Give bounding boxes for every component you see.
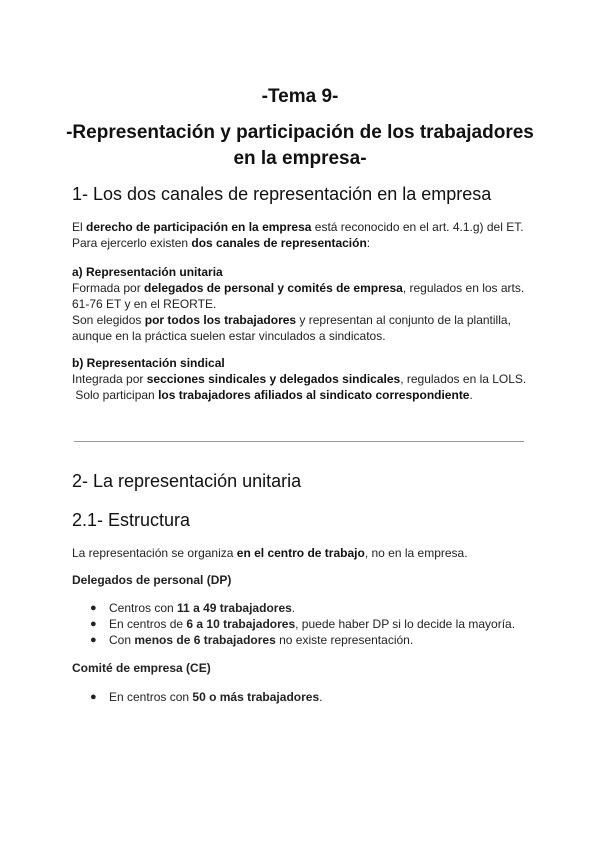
ce-list — [72, 689, 542, 705]
structure-text-2: , no en la empresa. — [364, 546, 468, 560]
bullet-icon: ● — [90, 618, 97, 630]
item-text-1: En centros de — [109, 617, 187, 631]
list-item — [72, 616, 542, 632]
bullet-icon: ● — [90, 691, 97, 703]
list-item — [72, 689, 542, 705]
unitaria-heading: a) Representación unitaria — [72, 265, 223, 279]
item-text-1: Centros con — [109, 601, 178, 615]
structure-bold: en el centro de trabajo — [236, 546, 365, 560]
unitaria-l1-bold: delegados de personal y comités de empresa — [144, 281, 403, 295]
topic-number: -Tema 9- — [261, 86, 339, 107]
sindical-l2-text-1: Solo participan — [72, 388, 159, 402]
title-line-1: -Representación y participación de los trabajadores — [66, 122, 534, 143]
item-bold: menos de 6 trabajadores — [134, 633, 276, 647]
dp-heading: Delegados de personal (DP) — [72, 573, 232, 587]
item-bold: 50 o más trabajadores — [192, 690, 320, 704]
unitaria-line-2 — [72, 312, 532, 344]
unitaria-l2-bold: por todos los trabajadores — [144, 313, 297, 327]
structure-intro — [72, 545, 532, 561]
unitaria-block — [72, 264, 532, 344]
unitaria-l2-text-1: Son elegidos — [72, 313, 145, 327]
section-1-intro — [72, 219, 532, 251]
section-1-heading: 1- Los dos canales de representación en la empresa — [72, 184, 492, 204]
intro-text-2: está reconocido en el art. 4.1.g) del ET. Para ejercerlo existen — [72, 220, 524, 250]
subsection-2-1-heading: 2.1- Estructura — [72, 510, 191, 530]
intro-bold-2: dos canales de representación — [191, 236, 367, 250]
sindical-l1-text-1: Integrada por — [72, 372, 147, 386]
dp-list — [72, 600, 542, 648]
list-item — [72, 600, 542, 616]
item-text-2: , puede haber DP si lo decide la mayoría. — [295, 617, 516, 631]
sindical-line-2 — [72, 387, 532, 403]
sindical-l1-bold: secciones sindicales y delegados sindicales — [146, 372, 401, 386]
ce-heading: Comité de empresa (CE) — [72, 661, 211, 675]
sindical-l2-bold: los trabajadores afiliados al sindicato correspondiente — [158, 388, 470, 402]
unitaria-line-1 — [72, 280, 532, 312]
bullet-icon: ● — [90, 634, 97, 646]
section-2-heading: 2- La representación unitaria — [72, 471, 302, 491]
item-text-2: no existe representación. — [275, 633, 414, 647]
bullet-icon: ● — [90, 602, 97, 614]
unitaria-l1-text-1: Formada por — [72, 281, 145, 295]
sindical-block — [72, 355, 532, 403]
intro-bold-1: derecho de participación en la empresa — [86, 220, 312, 234]
section-divider — [74, 441, 524, 442]
item-text-2: . — [319, 690, 323, 704]
intro-text-1: El — [72, 220, 87, 234]
document-title — [60, 120, 540, 172]
item-bold: 6 a 10 trabajadores — [186, 617, 296, 631]
title-line-2: en la empresa- — [233, 148, 367, 169]
list-item — [72, 632, 542, 648]
sindical-line-1 — [72, 371, 532, 387]
unitaria-l1-text-2: , regulados en los arts. 61-76 ET y en el REORTE. — [72, 281, 525, 311]
item-bold: 11 a 49 trabajadores — [177, 601, 292, 615]
item-text-2: . — [291, 601, 296, 615]
sindical-heading: b) Representación sindical — [72, 356, 225, 370]
structure-text-1: La representación se organiza — [72, 546, 237, 560]
sindical-l1-text-2: , regulados en la LOLS. — [400, 372, 527, 386]
sindical-l2-text-2: . — [469, 388, 473, 402]
item-text-1: Con — [109, 633, 135, 647]
intro-text-3: : — [366, 236, 371, 250]
item-text-1: En centros con — [109, 690, 193, 704]
unitaria-l2-text-2: y representan al conjunto de la plantilla, aunque en la práctica suelen estar vinculados a sindicatos. — [72, 313, 511, 343]
